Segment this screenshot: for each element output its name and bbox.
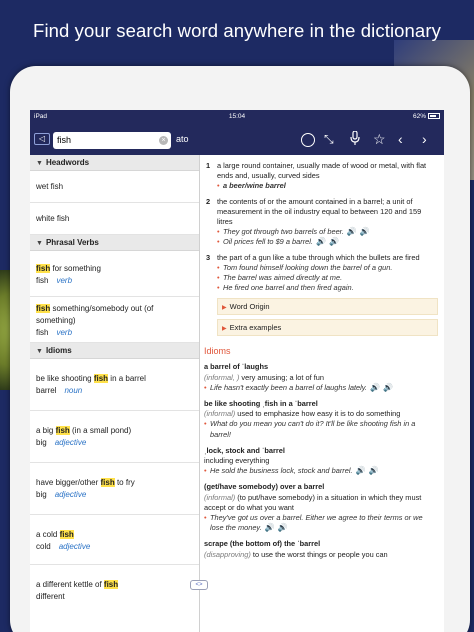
speaker-uk-icon[interactable]: 🔊 [346, 227, 357, 237]
section-header-idioms[interactable]: ▼ Idioms [30, 343, 199, 359]
sense-definition: the part of a gun like a tube through which the bullets are fired [217, 252, 420, 262]
search-input[interactable] [53, 132, 171, 149]
example: • They got through two barrels of beer. 🔊 🔊 [217, 227, 438, 237]
example: • Tom found himself looking down the barrel of a gun. [217, 263, 438, 273]
favorite-settings-icon[interactable]: ☆ [373, 131, 386, 147]
example: • He fired one barrel and then fired again. [217, 283, 438, 293]
speaker-us-icon[interactable]: 🔊 [382, 382, 393, 392]
idioms-heading: Idioms [204, 346, 231, 357]
search-mode-button[interactable]: ato [176, 134, 189, 144]
speaker-us-icon[interactable]: 🔊 [368, 466, 379, 476]
idiom-entry: be like shooting ˌfish in a ˈbarrel (informal) used to emphasize how easy it is to do something • What do you mean you can't do it? It'll be like shooting fish in a barrel! [204, 399, 438, 440]
sense-definition: a large round container, usually made of wood or metal, with flat ends and, usually, curved sides [217, 161, 427, 181]
sense-3: 3 the part of a gun like a tube through which the bullets are fired • Tom found himself looking down the barrel of a gun. • The barrel was aimed directly at me. • He fired one barrel and then fired again. [204, 253, 438, 294]
results-list [30, 155, 200, 632]
expand-arrow-icon: ▶ [222, 326, 227, 333]
idiom-entry: scrape (the bottom of) the ˈbarrel (disapproving) to use the worst things or people you can [204, 539, 388, 559]
word-origin-toggle[interactable]: ▶ Word Origin [217, 298, 438, 315]
extra-examples-toggle[interactable]: ▶ Extra examples [217, 319, 438, 336]
microphone-icon[interactable] [350, 131, 360, 149]
entry-view [200, 155, 444, 632]
sense-definition: the contents of or the amount contained in a barrel; a unit of measurement in the oil industry equal to between 120 and 159 litres [217, 196, 422, 227]
list-item[interactable]: fish something/somebody out (of something) fish verb [30, 297, 199, 343]
clear-search-icon[interactable]: × [159, 136, 168, 145]
app-screen [30, 110, 444, 632]
speaker-uk-icon[interactable]: 🔊 [264, 523, 275, 533]
list-item[interactable]: a big fish (in a small pond) big adjective [30, 411, 199, 463]
speaker-us-icon[interactable]: 🔊 [328, 237, 339, 247]
history-circle-icon[interactable] [301, 133, 315, 147]
collapse-triangle-icon: ▼ [36, 348, 43, 355]
speaker-uk-icon[interactable]: 🔊 [369, 382, 380, 392]
battery-icon [428, 113, 440, 119]
chevron-left-icon[interactable]: ‹ [398, 131, 403, 147]
speaker-uk-icon[interactable]: 🔊 [355, 466, 366, 476]
sense-1: 1 a large round container, usually made of wood or metal, with flat ends and, usually, curved sides • a beer/wine barrel [204, 161, 438, 192]
section-header-phrasal-verbs[interactable]: ▼ Phrasal Verbs [30, 235, 199, 251]
clock: 15:04 [228, 113, 246, 120]
status-bar [30, 110, 444, 123]
search-query: fish [57, 135, 72, 145]
back-icon[interactable]: ◁ [34, 133, 50, 145]
example: • Oil prices fell to $9 a barrel. 🔊 🔊 [217, 237, 438, 247]
list-item[interactable]: fish for something fish verb [30, 251, 199, 297]
list-item[interactable]: be like shooting fish in a barrel barrel noun [30, 359, 199, 411]
section-header-headwords[interactable]: ▼ Headwords [30, 155, 199, 171]
list-item[interactable]: a different kettle of fish different [36, 580, 119, 601]
battery-percent: 62% [412, 113, 426, 120]
list-item[interactable]: white fish [30, 203, 199, 235]
speaker-us-icon[interactable]: 🔊 [359, 227, 370, 237]
collapse-triangle-icon: ▼ [36, 240, 43, 247]
sense-2: 2 the contents of or the amount contained in a barrel; a unit of measurement in the oil industry equal to between 120 and 159 litres • They got through two barrels of beer. 🔊 🔊 • Oil prices fell to $9 a barrel. 🔊 🔊 [204, 197, 438, 248]
list-item[interactable]: have bigger/other fish to fry big adjective [30, 463, 199, 515]
expand-arrow-icon: ▶ [222, 305, 227, 312]
collapse-triangle-icon: ▼ [36, 160, 43, 167]
compress-icon[interactable]: ⤡ [324, 132, 334, 146]
idiom-entry: ˌlock, stock and ˈbarrel including everything • He sold the business lock, stock and barrel. 🔊 🔊 [204, 446, 438, 477]
speaker-us-icon[interactable]: 🔊 [277, 523, 288, 533]
list-item[interactable]: a cold fish cold adjective [30, 515, 199, 565]
battery-status [413, 113, 440, 120]
chevron-right-icon[interactable]: › [422, 131, 427, 147]
example: • The barrel was aimed directly at me. [217, 273, 438, 283]
example: • a beer/wine barrel [217, 181, 438, 191]
idiom-entry: (get/have somebody) over a barrel (informal) (to put/have somebody) in a situation in which they must accept or do what you want • They've got us over a barrel. Either we agree to their terms or we lose the money. 🔊 🔊 [204, 482, 438, 533]
speaker-uk-icon[interactable]: 🔊 [315, 237, 326, 247]
list-item[interactable]: wet fish [30, 171, 199, 203]
split-resize-handle[interactable]: <> [190, 580, 208, 590]
carrier-label: iPad [34, 113, 48, 120]
promo-headline: Find your search word anywhere in the dictionary [33, 20, 441, 41]
idiom-entry: a barrel of ˈlaughs (informal, ) very amusing; a lot of fun • Life hasn't exactly been a barrel of laughs lately. 🔊 🔊 [204, 362, 438, 393]
toolbar [30, 123, 444, 155]
